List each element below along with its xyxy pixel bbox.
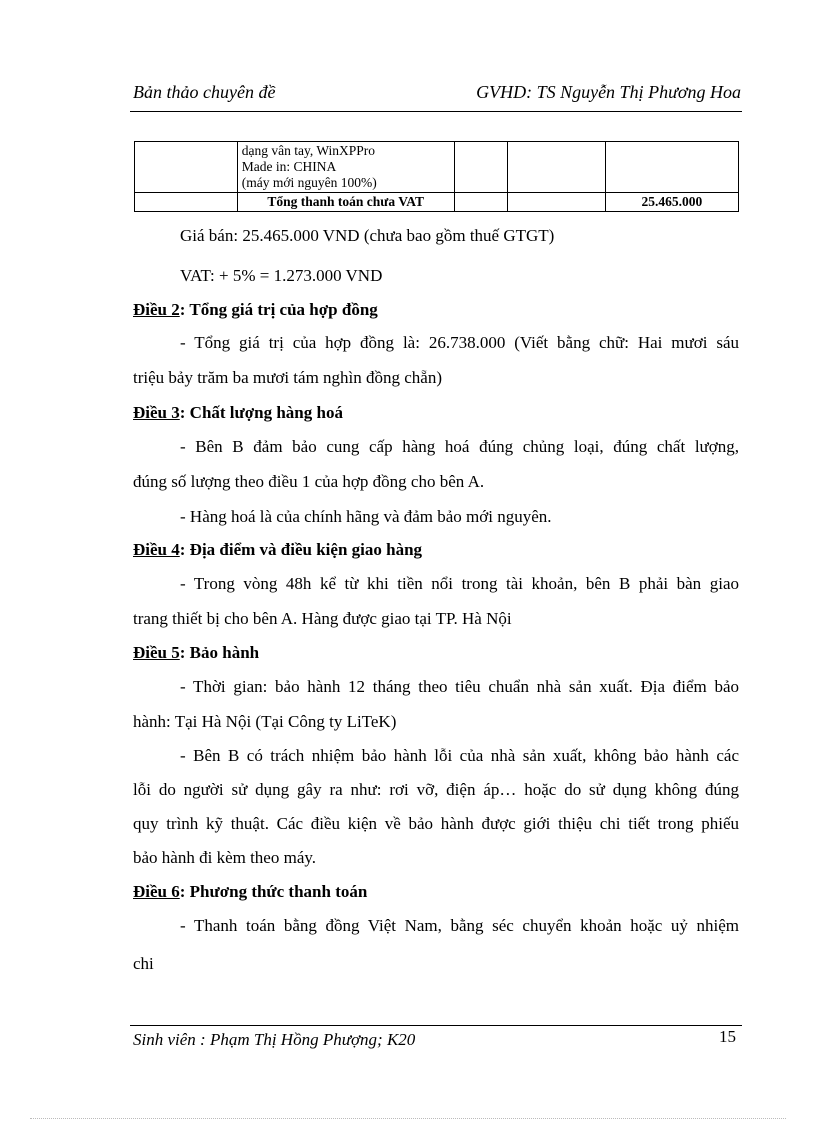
items-table (134, 141, 739, 212)
page-number: 15 (719, 1027, 736, 1046)
paragraph-line: triệu bảy trăm ba mươi tám nghìn đồng chẵn) (133, 368, 443, 387)
total-label: Tổng thanh toán chưa VAT (237, 193, 454, 212)
header-left-title: Bản thảo chuyên đề (133, 82, 276, 102)
header-right-supervisor: GVHD: TS Nguyễn Thị Phương Hoa (476, 82, 741, 102)
paragraph-line: - Bên B có trách nhiệm bảo hành lỗi của nhà sản xuất, không bảo hành các (180, 746, 739, 765)
vat-line: VAT: + 5% = 1.273.000 VND (180, 266, 383, 285)
article-number: Điều 3 (133, 403, 180, 422)
article-title: : Bảo hành (179, 643, 260, 662)
paragraph-line: chi (133, 954, 154, 973)
desc-line: (máy mới nguyên 100%) (241, 175, 377, 190)
header-divider (130, 111, 742, 112)
table-cell-empty (135, 193, 238, 212)
table-cell-empty (508, 142, 606, 193)
table-cell-description (237, 142, 454, 193)
table-cell-empty (454, 193, 507, 212)
paragraph-line: - Tổng giá trị của hợp đồng là: 26.738.000 (Viết bằng chữ: Hai mươi sáu (180, 333, 739, 352)
paragraph-line: - Bên B đảm bảo cung cấp hàng hoá đúng chủng loại, đúng chất lượng, (180, 437, 739, 456)
paragraph-line: trang thiết bị cho bên A. Hàng được giao tại TP. Hà Nội (133, 609, 512, 628)
article-title: : Chất lượng hàng hoá (179, 403, 343, 422)
article-title: : Tổng giá trị của hợp đồng (179, 300, 378, 319)
total-value: 25.465.000 (605, 193, 738, 212)
footer-student: Sinh viên : Phạm Thị Hồng Phượng; K20 (133, 1030, 416, 1049)
article-4-heading (133, 540, 739, 560)
article-number: Điều 2 (133, 300, 180, 319)
table-row-total (135, 193, 739, 212)
paragraph-line: - Thanh toán bằng đồng Việt Nam, bằng séc chuyển khoản hoặc uỷ nhiệm (180, 916, 739, 935)
table-row (135, 142, 739, 193)
paragraph-line: đúng số lượng theo điều 1 của hợp đồng cho bên A. (133, 472, 485, 491)
article-2-heading (133, 300, 739, 320)
paragraph-line: bảo hành đi kèm theo máy. (133, 848, 317, 867)
table-cell-empty (135, 142, 238, 193)
price-line: Giá bán: 25.465.000 VND (chưa bao gồm thuế GTGT) (180, 226, 555, 245)
paragraph-line: - Hàng hoá là của chính hãng và đảm bảo mới nguyên. (180, 507, 552, 526)
article-title: : Phương thức thanh toán (179, 882, 368, 901)
paragraph-line: - Trong vòng 48h kể từ khi tiền nổi trong tài khoản, bên B phải bàn giao (180, 574, 739, 593)
table-cell-empty (605, 142, 738, 193)
page-bottom-border (30, 1118, 786, 1119)
article-3-heading (133, 403, 739, 423)
paragraph-line: quy trình kỹ thuật. Các điều kiện về bảo hành được giới thiệu chi tiết trong phiếu (133, 814, 739, 833)
table-cell-empty (508, 193, 606, 212)
article-5-heading (133, 643, 739, 663)
article-number: Điều 6 (133, 882, 180, 901)
paragraph-line: lỗi do người sử dụng gây ra như: rơi vỡ, điện áp… hoặc do sử dụng không đúng (133, 780, 739, 799)
article-number: Điều 5 (133, 643, 180, 662)
article-number: Điều 4 (133, 540, 180, 559)
article-title: : Địa điểm và điều kiện giao hàng (179, 540, 423, 559)
paragraph-line: hành: Tại Hà Nội (Tại Công ty LiTeK) (133, 712, 397, 731)
footer-divider (130, 1025, 742, 1026)
paragraph-line: - Thời gian: bảo hành 12 tháng theo tiêu chuẩn nhà sản xuất. Địa điểm bảo (180, 677, 739, 696)
article-6-heading (133, 882, 739, 902)
desc-line: dạng vân tay, WinXPPro (241, 143, 376, 158)
desc-line: Made in: CHINA (241, 159, 337, 174)
table-cell-empty (454, 142, 507, 193)
